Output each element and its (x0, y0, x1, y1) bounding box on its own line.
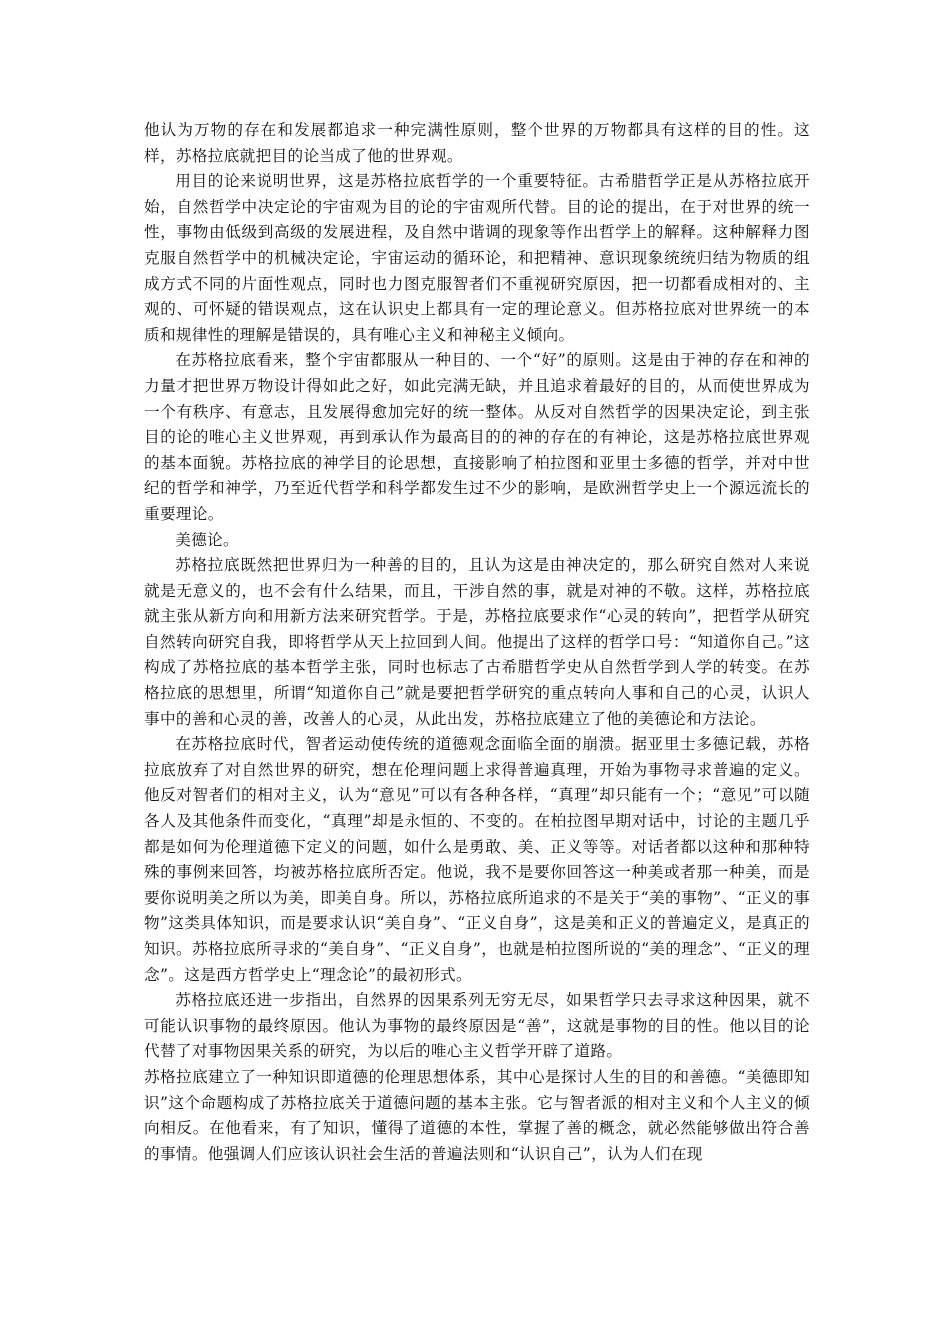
paragraph-3: 在苏格拉底看来，整个宇宙都服从一种目的、一个“好”的原则。这是由于神的存在和神的力量才把世界万物设计得如此之好，如此完满无缺，并且追求着最好的目的，从而使世界成为一个有秩序、有意志，且发展得愈加完好的统一整体。从反对自然哲学的因果决定论，到主张目的论的唯心主义世界观，再到承认作为最高目的的神的存在的有神论，这是苏格拉底世界观的基本面貌。苏格拉底的神学目的论思想，直接影响了柏拉图和亚里士多德的哲学，并对中世纪的哲学和神学，乃至近代哲学和科学都发生过不少的影响，是欧洲哲学史上一个源远流长的重要理论。 (144, 351, 810, 523)
paragraph-2: 用目的论来说明世界，这是苏格拉底哲学的一个重要特征。古希腊哲学正是从苏格拉底开始，自然哲学中决定论的宇宙观为目的论的宇宙观所代替。目的论的提出，在于对世界的统一性，事物由低级到高级的发展进程，及自然中谐调的现象等作出哲学上的解释。这种解释力图克服自然哲学中的机械决定论，宇宙运动的循环论，和把精神、意识现象统统归结为物质的组成方式不同的片面性观点，同时也力图克服智者们不重视研究原因，把一切都看成相对的、主观的、可怀疑的错误观点，这在认识史上都具有一定的理论意义。但苏格拉底对世界统一的本质和规律性的理解是错误的，具有唯心主义和神秘主义倾向。 (144, 172, 810, 344)
paragraph-6: 在苏格拉底时代，智者运动使传统的道德观念面临全面的崩溃。据亚里士多德记载，苏格拉底放弃了对自然世界的研究，想在伦理问题上求得普遍真理，开始为事物寻求普遍的定义。他反对智者们的相对主义，认为“意见”可以有各种各样，“真理”却只能有一个；“意见”可以随各人及其他条件而变化，“真理”却是永恒的、不变的。在柏拉图早期对话中，讨论的主题几乎都是如何为伦理道德下定义的问题，如什么是勇敢、美、正义等等。对话者都以这种和那种特殊的事例来回答，均被苏格拉底所否定。他说，我不是要你回答这一种美或者那一种美，而是要你说明美之所以为美，即美自身。所以，苏格拉底所追求的不是关于“美的事物”、“正义的事物”这类具体知识，而是要求认识“美自身”、“正义自身”，这是美和正义的普遍定义，是真正的知识。苏格拉底所寻求的“美自身”、“正义自身”，也就是柏拉图所说的“美的理念”、“正义的理念”。这是西方哲学史上“理念论”的最初形式。 (144, 735, 810, 984)
paragraph-7: 苏格拉底还进一步指出，自然界的因果系列无穷无尽，如果哲学只去寻求这种因果，就不可能认识事物的最终原因。他认为事物的最终原因是“善”，这就是事物的目的性。他以目的论代替了对事物因果关系的研究，为以后的唯心主义哲学开辟了道路。 (144, 991, 810, 1061)
paragraph-5: 苏格拉底既然把世界归为一种善的目的，且认为这是由神决定的，那么研究自然对人来说就是无意义的，也不会有什么结果，而且，干涉自然的事，就是对神的不敬。这样，苏格拉底就主张从新方向和用新方法来研究哲学。于是，苏格拉底要求作“心灵的转向”，把哲学从研究自然转向研究自我，即将哲学从天上拉回到人间。他提出了这样的哲学口号：“知道你自己。”这构成了苏格拉底的基本哲学主张，同时也标志了古希腊哲学史从自然哲学到人学的转变。在苏格拉底的思想里，所谓“知道你自己”就是要把哲学研究的重点转向人事和自己的心灵，认识人事中的善和心灵的善，改善人的心灵，从此出发，苏格拉底建立了他的美德论和方法论。 (144, 556, 810, 728)
paragraph-1: 他认为万物的存在和发展都追求一种完满性原则，整个世界的万物都具有这样的目的性。这样，苏格拉底就把目的论当成了他的世界观。 (144, 121, 810, 165)
paragraph-8: 苏格拉底建立了一种知识即道德的伦理思想体系，其中心是探讨人生的目的和善德。“美德即知识”这个命题构成了苏格拉底关于道德问题的基本主张。它与智者派的相对主义和个人主义的倾向相反。在他看来，有了知识，懂得了道德的本性，掌握了善的概念，就必然能够做出符合善的事情。他强调人们应该认识社会生活的普遍法则和“认识自己”，认为人们在现 (144, 1067, 810, 1163)
section-heading-virtue: 美德论。 (175, 530, 239, 549)
document-body (144, 118, 810, 1167)
